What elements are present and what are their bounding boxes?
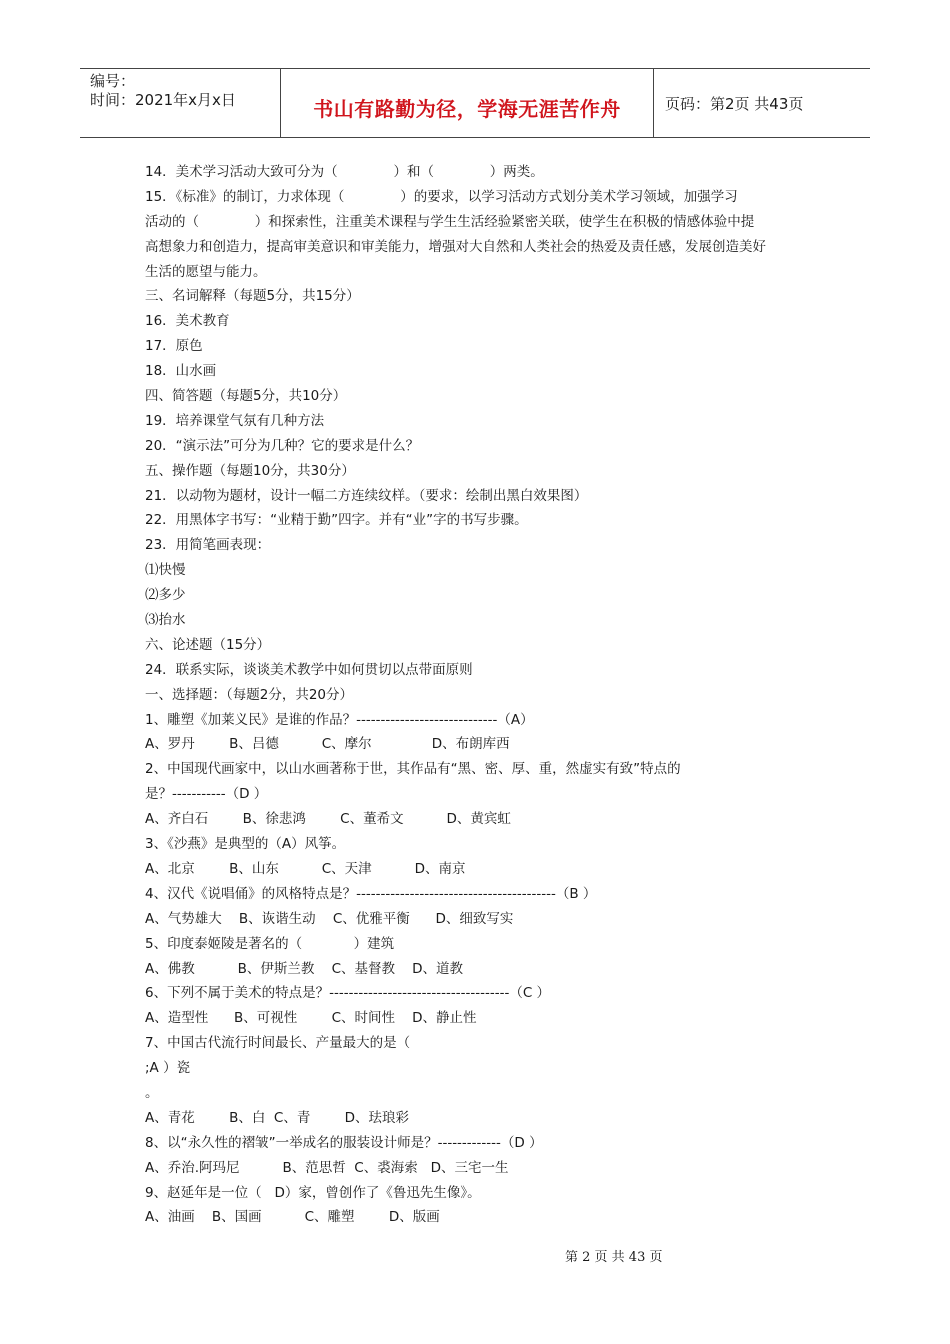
text-line: 六、论述题（15分） <box>145 636 271 653</box>
text-line: 16．美术教育 <box>145 313 230 330</box>
text-line: A、佛教 B、伊斯兰教 C、基督教 D、道教 <box>145 960 464 977</box>
text-line: 四、简答题（每题5分，共10分） <box>145 388 347 405</box>
document-body <box>145 160 810 1230</box>
text-line: 20．“演示法”可分为几种？它的要求是什么？ <box>145 437 420 454</box>
header-page-info: 页码：第2页 共43页 <box>665 95 804 113</box>
footer-page-number: 第 2 页 共 43 页 <box>565 1250 663 1265</box>
text-line: ⑵多少 <box>145 587 186 604</box>
text-line: A、齐白石 B、徐悲鸿 C、董希文 D、黄宾虹 <box>145 811 511 828</box>
text-line: 是？-----------（D ） <box>145 786 268 803</box>
text-line: 2、中国现代画家中，以山水画著称于世，其作品有“黑、密、厚、重，然虚实有致”特点的 <box>145 761 681 778</box>
text-line: 17．原色 <box>145 338 203 355</box>
text-line: 五、操作题（每题10分，共30分） <box>145 462 355 479</box>
header-meta-cell <box>80 69 280 137</box>
text-line: 21．以动物为题材，设计一幅二方连续纹样。（要求：绘制出黑白效果图） <box>145 487 588 504</box>
document-date: 时间：2021年x月x日 <box>90 91 236 109</box>
text-line: 生活的愿望与能力。 <box>145 263 267 280</box>
text-line: A、乔治.阿玛尼 B、范思哲 C、裘海索 D、三宅一生 <box>145 1159 509 1176</box>
text-line: 3、《沙燕》是典型的（A）风筝。 <box>145 836 346 853</box>
text-line: 一、选择题：（每题2分，共20分） <box>145 686 354 703</box>
header-motto-cell <box>280 69 654 137</box>
text-line: ;A ）瓷 <box>145 1060 191 1077</box>
text-line: 23．用简笔画表现： <box>145 537 271 554</box>
text-line: 15．《标准》的制订，力求体现（ ）的要求，以学习活动方式划分美术学习领域，加强学习 <box>145 188 738 205</box>
text-line: 22．用黑体字书写：“业精于勤”四字。并有“业”字的书写步骤。 <box>145 512 528 529</box>
text-line: 高想象力和创造力，提高审美意识和审美能力，增强对大自然和人类社会的热爱及责任感，发展创造美好 <box>145 238 766 255</box>
text-line: 6、下列不属于美术的特点是？-------------------------------------（C ） <box>145 985 551 1002</box>
text-line: A、北京 B、山东 C、天津 D、南京 <box>145 860 466 877</box>
text-line: ⑶抬水 <box>145 612 186 629</box>
text-line: A、油画 B、国画 C、雕塑 D、版画 <box>145 1209 440 1226</box>
text-line: 5、印度泰姬陵是著名的（ ）建筑 <box>145 935 395 952</box>
text-line: 9、赵延年是一位（ D）家，曾创作了《鲁迅先生像》。 <box>145 1184 481 1201</box>
text-line: A、青花 B、白 C、青 D、珐琅彩 <box>145 1109 410 1126</box>
document-number-label: 编号： <box>90 72 136 90</box>
header-page-cell <box>654 69 870 137</box>
text-line: 活动的（ ）和探索性，注重美术课程与学生生活经验紧密关联，使学生在积极的情感体验中提 <box>145 213 755 230</box>
text-line: A、造型性 B、可视性 C、时间性 D、静止性 <box>145 1010 477 1027</box>
page-header <box>80 68 870 138</box>
text-line: 1、雕塑《加莱义民》是谁的作品？-----------------------------（A） <box>145 711 534 728</box>
text-line: 8、以“永久性的褶皱”一举成名的服装设计师是？-------------（D ） <box>145 1134 543 1151</box>
text-line: 24．联系实际，谈谈美术教学中如何贯切以点带面原则 <box>145 661 473 678</box>
text-line: A、罗丹 B、吕德 C、摩尔 D、布朗库西 <box>145 736 510 753</box>
text-line: 4、汉代《说唱俑》的风格特点是？-----------------------------------------（B ） <box>145 885 597 902</box>
text-line: 三、名词解释（每题5分，共15分） <box>145 288 360 305</box>
text-line: 14．美术学习活动大致可分为（ ）和（ ）两类。 <box>145 164 544 180</box>
text-line: ⑴快慢 <box>145 562 186 579</box>
text-line: 7、中国古代流行时间最长、产量最大的是（ <box>145 1035 411 1052</box>
text-line: 。 <box>145 1084 159 1101</box>
text-line: 18．山水画 <box>145 363 217 380</box>
text-line: 19．培养课堂气氛有几种方法 <box>145 412 325 429</box>
header-motto: 书山有路勤为径，学海无涯苦作舟 <box>313 97 621 121</box>
text-line: A、气势雄大 B、诙谐生动 C、优雅平衡 D、细致写实 <box>145 910 514 927</box>
